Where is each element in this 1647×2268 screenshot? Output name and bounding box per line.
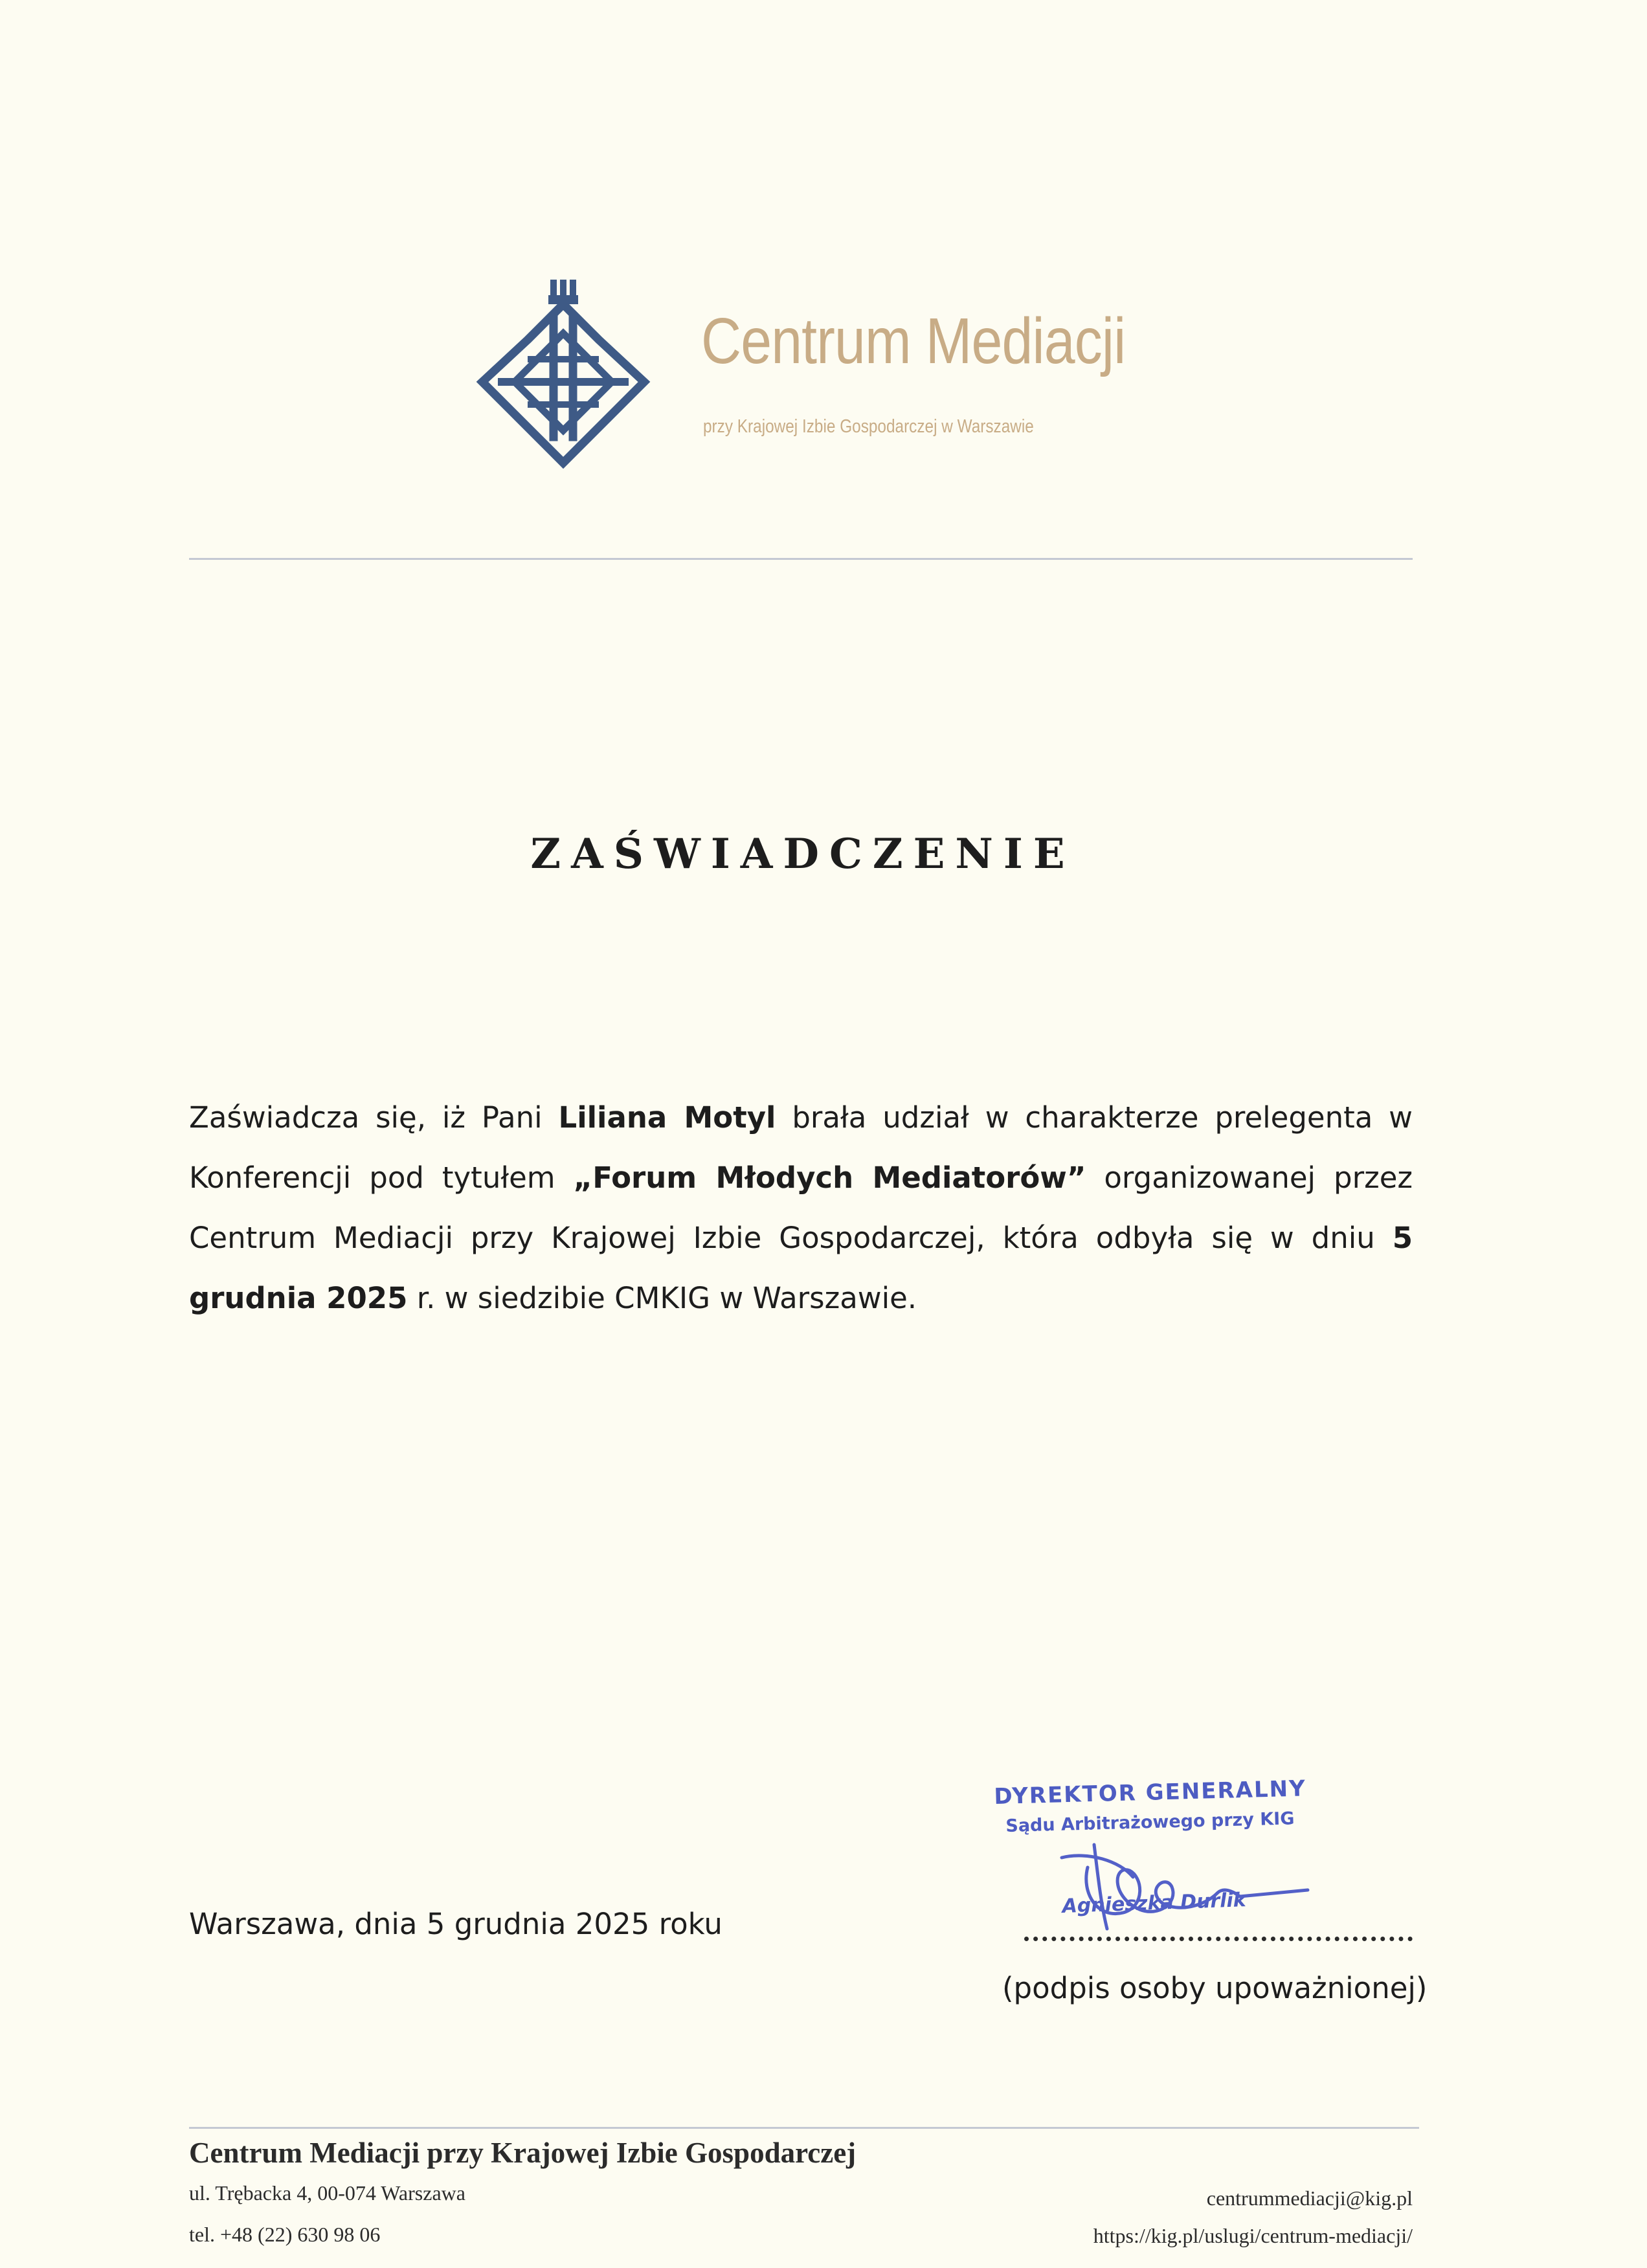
brand-title: Centrum Mediacji — [701, 305, 1126, 377]
footer-organization: Centrum Mediacji przy Krajowej Izbie Gospodarczej — [189, 2137, 857, 2169]
footer-phone: tel. +48 (22) 630 98 06 — [189, 2223, 381, 2246]
header-divider — [189, 558, 1413, 560]
statement-part-3: organizowanej przez Centrum Mediacji przy Krajowej Izbie Gospodarczej, która odbyła się w dniu — [189, 1161, 1413, 1255]
signature-line — [1024, 1911, 1413, 1941]
footer-address: ul. Trębacka 4, 00-074 Warszawa — [189, 2181, 465, 2205]
certificate-statement — [189, 1087, 1413, 1328]
event-title: „Forum Młodych Mediatorów” — [573, 1161, 1086, 1195]
stamp-subtitle: Sądu Arbitrażowego przy KIG — [1005, 1808, 1295, 1836]
statement-part-4: r. w siedzibie CMKIG w Warszawie. — [407, 1281, 917, 1315]
stamp-signatory-name: Agnieszka Durlik — [1062, 1889, 1247, 1918]
footer-email: centrummediacji@kig.pl — [1206, 2186, 1413, 2210]
participant-name: Liliana Motyl — [558, 1100, 776, 1135]
statement-part-2: brała udział w charakterze prelegenta w Konferencji pod tytułem — [189, 1100, 1413, 1195]
centrum-mediacji-logo-icon — [476, 278, 651, 472]
statement-part-1: Zaświadcza się, iż Pani — [189, 1100, 559, 1135]
signature-caption: (podpis osoby upoważnionej) — [1002, 1971, 1428, 2005]
footer-website: https://kig.pl/uslugi/centrum-mediacji/ — [1093, 2224, 1413, 2247]
document-title: ZAŚWIADCZENIE — [530, 830, 1075, 878]
event-date: 5 grudnia 2025 — [189, 1221, 1413, 1315]
stamp-title: DYREKTOR GENERALNY — [994, 1775, 1307, 1810]
place-and-date: Warszawa, dnia 5 grudnia 2025 roku — [189, 1907, 723, 1941]
brand-subtitle: przy Krajowej Izbie Gospodarczej w Warszawie — [703, 416, 1034, 437]
footer-divider — [189, 2127, 1419, 2129]
